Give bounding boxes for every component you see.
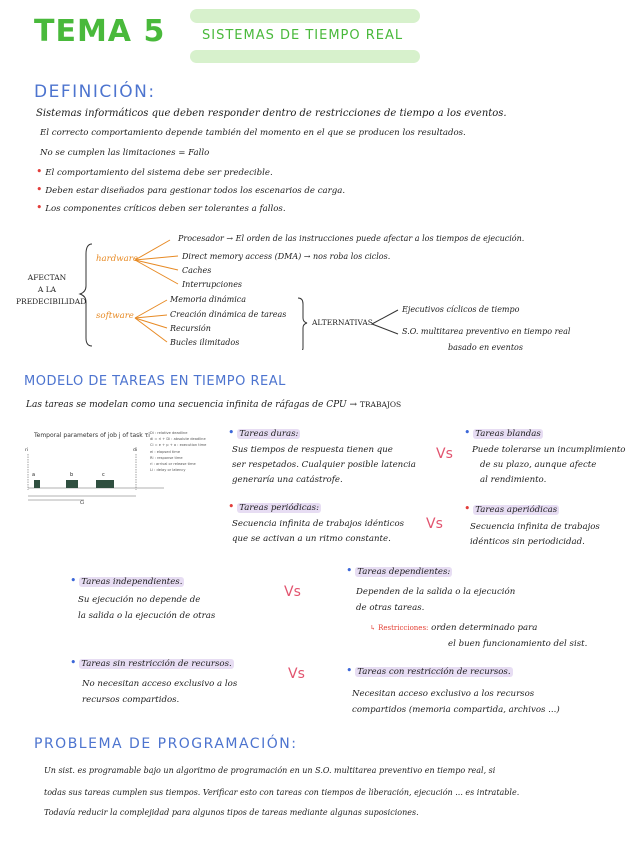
tareas-aperiodicas: • Tareas aperiódicas	[464, 502, 558, 515]
figure-axis-label: ri	[25, 448, 29, 453]
tareas-independientes: • Tareas independientes.	[70, 574, 183, 587]
tareas-con-recursos: • Tareas con restricción de recursos.	[346, 664, 511, 677]
bullet-dot: •	[346, 664, 353, 677]
bullet-dot: •	[36, 183, 43, 196]
figure-axis-label: di	[133, 448, 138, 453]
tareas-blandas-text: Puede tolerarse un incumplimiento de su plazo, aunque afecte al rendimiento.	[472, 445, 626, 485]
hardware-item: Direct memory access (DMA) → nos roba los ciclos.	[182, 252, 391, 261]
header-highlight-top	[190, 9, 420, 23]
tareas-dependientes: • Tareas dependientes:	[346, 564, 451, 577]
problema-heading: PROBLEMA DE PROGRAMACIÓN:	[34, 736, 298, 752]
predictibilidad-label: AFECTAN A LA PREDECIBILIDAD	[16, 273, 87, 306]
problema-line-2: todas sus tareas cumplen sus tiempos. Verificar esto con tareas con tiempos de liberación, ejecución ... es intratable.	[44, 788, 520, 797]
tareas-dependientes-text: Dependen de la salida o la ejecución de otras tareas.	[356, 587, 516, 613]
bullet-dot: •	[70, 574, 77, 587]
definicion-bullet: • Los componentes críticos deben ser tolerantes a fallos.	[36, 201, 286, 214]
software-label: software	[96, 311, 134, 321]
tareas-con-recursos-text: Necesitan acceso exclusivo a los recursos compartidos (memoria compartida, archivos ...)	[352, 689, 560, 715]
vs-label: Vs	[288, 666, 305, 682]
definicion-line-3: No se cumplen las limitaciones = Fallo	[40, 148, 210, 158]
alternativa-item: S.O. multitarea preventivo en tiempo real	[402, 327, 571, 336]
hardware-item: Procesador → El orden de las instrucciones puede afectar a los tiempos de ejecución.	[178, 234, 525, 243]
alternativa-item: basado en eventos	[448, 343, 523, 352]
alternativas-label: ALTERNATIVAS	[312, 318, 373, 327]
definicion-bullet: • Deben estar diseñados para gestionar todos los escenarios de carga.	[36, 183, 346, 196]
figure-block-label: a	[32, 472, 36, 478]
definicion-line-2: El correcto comportamiento depende también del momento en el que se producen los resultados.	[40, 128, 466, 138]
tareas-independientes-text: Su ejecución no depende de la salida o la ejecución de otras	[78, 595, 216, 621]
vs-label: Vs	[284, 584, 301, 600]
tareas-blandas: • Tareas blandas	[464, 426, 541, 439]
tareas-sin-recursos: • Tareas sin restricción de recursos.	[70, 656, 232, 669]
figure-block-label: c	[102, 472, 105, 478]
modelo-heading: MODELO DE TAREAS EN TIEMPO REAL	[24, 374, 286, 389]
vs-label: Vs	[436, 446, 453, 462]
bullet-dot: •	[464, 426, 471, 439]
figure-timeline	[24, 428, 224, 508]
page-title: TEMA 5	[34, 14, 166, 49]
hardware-item: Interrupciones	[182, 280, 243, 289]
software-item: Recursión	[170, 324, 211, 333]
tareas-aperiodicas-text: Secuencia infinita de trabajos idénticos sin periodicidad.	[470, 522, 600, 547]
alternativa-item: Ejecutivos cíclicos de tiempo	[402, 305, 520, 314]
definicion-heading: DEFINICIÓN:	[34, 82, 156, 102]
figure-block-label: b	[70, 472, 74, 478]
page-subtitle: SISTEMAS DE TIEMPO REAL	[202, 28, 404, 43]
definicion-bullet: • El comportamiento del sistema debe ser predecible.	[36, 165, 273, 178]
vs-label: Vs	[426, 516, 443, 532]
bullet-dot: •	[464, 502, 471, 515]
figure-title: Temporal parameters of job j of task τi	[34, 432, 150, 439]
bullet-dot: •	[36, 165, 43, 178]
definicion-line-1: Sistemas informáticos que deben responder dentro de restricciones de tiempo a los eventos.	[36, 108, 507, 119]
figure-legend: Di : relative deadline di = ri + Di : absolute deadline Ci = e + p + a : execution time ei : elapsed time Ri : response time ri : arrival or release time Li : delay or latency	[150, 431, 207, 473]
bullet-dot: •	[346, 564, 353, 577]
header-highlight-bottom	[190, 50, 420, 63]
hardware-label: hardware	[96, 254, 138, 264]
problema-line-1: Un sist. es programable bajo un algoritmo de programación en un S.O. multitarea preventivo en tiempo real, si	[44, 766, 496, 775]
tareas-sin-recursos-text: No necesitan acceso exclusivo a los recursos compartidos.	[82, 679, 238, 705]
figure-axis-label: Ci	[80, 501, 85, 506]
modelo-intro: Las tareas se modelan como una secuencia infinita de ráfagas de CPU → TRABAJOS	[26, 400, 402, 410]
software-item: Memoria dinámica	[170, 295, 247, 304]
problema-line-3: Todavía reducir la complejidad para algunos tipos de tareas mediante algunas suposiciones.	[44, 808, 419, 817]
bullet-dot: •	[36, 201, 43, 214]
restricciones-note: ↳ Restricciones: orden determinado para el buen funcionamiento del sist.	[370, 623, 588, 649]
tareas-duras-text: Sus tiempos de respuesta tienen que ser respetados. Cualquier posible latencia generaría una catástrofe.	[232, 445, 416, 485]
bullet-dot: •	[228, 426, 235, 439]
hardware-item: Caches	[182, 266, 212, 275]
tareas-duras: • Tareas duras:	[228, 426, 299, 439]
bullet-dot: •	[228, 500, 235, 513]
tareas-periodicas: • Tareas periódicas:	[228, 500, 319, 513]
bullet-dot: •	[70, 656, 77, 669]
software-item: Bucles ilimitados	[170, 338, 240, 347]
tareas-periodicas-text: Secuencia infinita de trabajos idénticos que se activan a un ritmo constante.	[232, 519, 405, 544]
software-item: Creación dinámica de tareas	[170, 310, 287, 319]
restricciones-label: ↳ Restricciones:	[370, 624, 429, 632]
temporal-parameters-figure	[24, 428, 224, 508]
